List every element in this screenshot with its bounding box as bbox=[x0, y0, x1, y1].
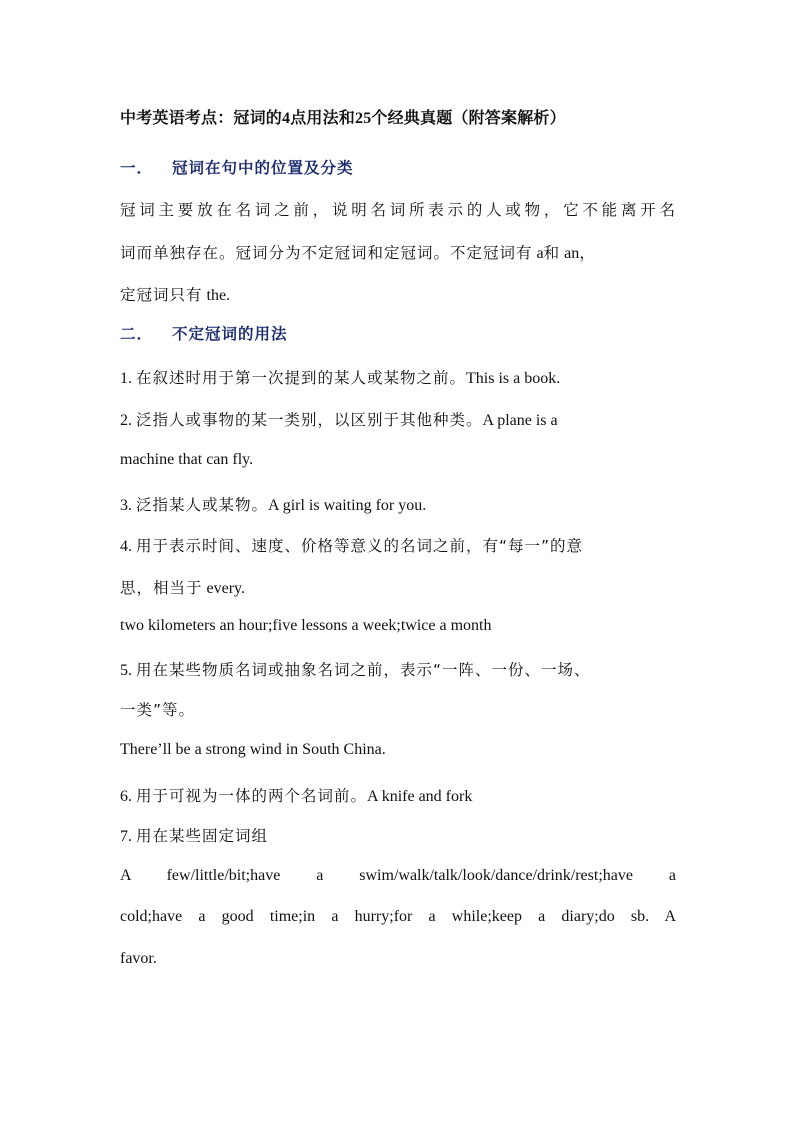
conjunction-he: 和 bbox=[543, 244, 561, 262]
paragraph-line-2-text: 词而单独存在。冠词分为不定冠词和定冠词。不定冠词有 bbox=[120, 244, 533, 262]
list-item bbox=[120, 408, 676, 430]
list-item bbox=[120, 784, 676, 806]
item-continuation bbox=[120, 576, 676, 598]
section-1-heading bbox=[120, 156, 354, 178]
item-text: 在叙述时用于第一次提到的某人或某物之前。 bbox=[136, 369, 467, 387]
section-1-number: 一． bbox=[120, 159, 154, 177]
item-text: 用于表示时间、速度、价格等意义的名词之前，有“每一”的意 bbox=[136, 537, 584, 555]
item-number: 4. bbox=[120, 538, 132, 555]
paragraph-line-3-text: 定冠词只有 bbox=[120, 286, 203, 304]
section-1-title: 冠词在句中的位置及分类 bbox=[172, 159, 354, 177]
item-text: 泛指人或事物的某一类别，以区别于其他种类。 bbox=[136, 411, 483, 429]
list-item bbox=[120, 366, 676, 388]
item-example: A plane is a bbox=[482, 412, 558, 429]
item-continuation: 一类”等。 bbox=[120, 701, 196, 719]
item-example-line: favor. bbox=[120, 950, 157, 967]
list-item bbox=[120, 493, 676, 515]
item-text: 用在某些物质名词或抽象名词之前，表示“一阵、一份、一场、 bbox=[136, 661, 591, 679]
section-2-number: 二． bbox=[120, 325, 154, 343]
item-text: 用于可视为一体的两个名词前。 bbox=[136, 787, 368, 805]
item-number: 7. bbox=[120, 828, 132, 845]
item-number: 2. bbox=[120, 412, 132, 429]
document-title: 中考英语考点：冠词的4点用法和25个经典真题（附答案解析） bbox=[120, 110, 566, 127]
list-item bbox=[120, 824, 676, 846]
item-example: A knife and fork bbox=[367, 788, 473, 805]
item-text: 用在某些固定词组 bbox=[136, 827, 269, 845]
item-example: A girl is waiting for you. bbox=[268, 497, 427, 514]
item-example-line: two kilometers an hour;five lessons a week;twice a month bbox=[120, 617, 492, 634]
item-number: 1. bbox=[120, 370, 132, 387]
article-the: the. bbox=[206, 287, 231, 304]
section-2-title: 不定冠词的用法 bbox=[172, 325, 288, 343]
paragraph-line-3 bbox=[120, 283, 676, 305]
article-an: an， bbox=[564, 245, 596, 262]
paragraph-line-1: 冠词主要放在名词之前，说明名词所表示的人或物，它不能离开名 bbox=[120, 201, 676, 219]
item-example-line: cold;have a good time;in a hurry;for a while;keep a diary;do sb. A bbox=[120, 908, 676, 925]
paragraph-line-2 bbox=[120, 240, 676, 263]
list-item bbox=[120, 658, 676, 680]
item-number: 6. bbox=[120, 788, 132, 805]
item-text: 泛指某人或某物。 bbox=[136, 496, 269, 514]
item-continuation: machine that can fly. bbox=[120, 451, 254, 468]
item-example-line: There’ll be a strong wind in South China. bbox=[120, 741, 386, 758]
item-number: 5. bbox=[120, 662, 132, 679]
item-number: 3. bbox=[120, 497, 132, 514]
item-example: This is a book. bbox=[466, 370, 561, 387]
article-a: a bbox=[536, 245, 544, 262]
item-example-line: A few/little/bit;have a swim/walk/talk/look/dance/drink/rest;have a bbox=[120, 867, 676, 884]
section-2-heading bbox=[120, 322, 288, 344]
item-continuation-text: 思，相当于 bbox=[120, 579, 203, 597]
list-item bbox=[120, 534, 676, 556]
item-continuation-example: every. bbox=[206, 580, 246, 597]
